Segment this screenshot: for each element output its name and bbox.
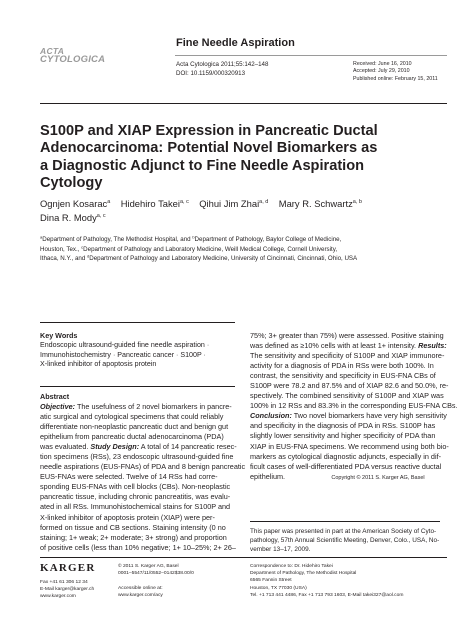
- abstract-line: markers as cytological diagnostic adjuncts, especially in dif-: [250, 451, 442, 461]
- affiliation-text: Houston, Tex.,: [40, 245, 82, 253]
- received-date: Received: June 16, 2010: [353, 61, 412, 67]
- affiliation-marker: b: [192, 234, 195, 240]
- accessible-online-label: Accessible online at:: [118, 585, 163, 591]
- citation-line: Acta Cytologica 2011;55:142–148: [176, 61, 269, 68]
- correspondence-contact: Tel. +1 713 441 4486, Fax +1 713 793 1603, E-Mail takei327@aol.com: [250, 592, 404, 598]
- abstract-text: Two novel biomarkers have very high sensitivity: [291, 411, 447, 421]
- header-divider: [175, 55, 447, 56]
- journal-website-link[interactable]: www.karger.com/acy: [118, 592, 163, 598]
- footer-divider: [40, 557, 447, 558]
- abstract-line: of positive cells (less than 10% negative; 1+ 10–25%; 2+ 26–: [40, 542, 236, 552]
- abstract-line: sponding EUS-FNAs with cell blocks (CBs). Non-neoplastic: [40, 482, 231, 492]
- abstract-text: A total of 14 pancreatic resec-: [139, 442, 237, 452]
- abstract-line: activity for a diagnosis of PDA in RSs were both 100%. In: [250, 361, 434, 371]
- publication-info: [118, 563, 194, 599]
- footnote-divider: [250, 521, 440, 522]
- abstract-line: The sensitivity and specificity of S100P and XIAP immunore-: [250, 351, 445, 361]
- affiliation-text: Department of Pathology, The Methodist Hospital, and: [42, 236, 193, 243]
- author-name: Qihui Jim Zhai: [199, 198, 260, 209]
- article-title: [40, 123, 440, 193]
- abstract-line: [250, 411, 450, 421]
- abstract-right-column: [250, 331, 458, 483]
- accepted-date: Accepted: July 29, 2010: [353, 68, 410, 75]
- abstract-line: spectively. The combined sensitivity of S100P and XIAP was: [250, 391, 444, 401]
- correspondence-line: Correspondence to: Dr. Hidehiro Takei: [250, 564, 333, 569]
- presented-note-line: This paper was presented in part at the American Society of Cyto-: [250, 528, 437, 535]
- title-line: Cytology: [40, 175, 103, 192]
- abstract-text: epithelium.: [250, 471, 286, 481]
- abstract-line: ficult cases of well-differentiated PDA versus reactive ductal: [250, 461, 442, 471]
- conclusion-lead: Conclusion:: [250, 411, 292, 421]
- abstract-text: was evaluated.: [40, 442, 91, 452]
- abstract-line: ated in all RSs. Immunohistochemical stains for S100P and: [40, 502, 231, 512]
- abstract-line: [250, 472, 450, 483]
- affiliation-text: Ithaca, N.Y., and: [40, 255, 88, 263]
- publisher-fax: Fax +41 61 306 12 34: [40, 580, 88, 585]
- study-design-lead: Study Design:: [90, 442, 140, 452]
- keywords-heading: Key Words: [40, 331, 78, 340]
- publication-copyright: © 2011 S. Karger AG, Basel: [118, 564, 179, 569]
- abstract-line: [250, 341, 450, 351]
- keywords-divider: [40, 322, 235, 323]
- correspondence-line: Department of Pathology, The Methodist Hospital: [250, 571, 357, 577]
- keywords-list: [40, 341, 235, 370]
- title-line: Adenocarcinoma: Potential Novel Biomarkers as: [40, 140, 378, 157]
- author-affiliation-marker: a, d: [259, 199, 269, 205]
- presented-note: [250, 527, 450, 554]
- presented-note-line: pathology, 57th Annual Scientific Meeting, Denver, Colo., USA, No-: [250, 537, 440, 544]
- author-list: [40, 197, 440, 225]
- abstract-line: pancreatic tissue, including chronic pancreatitis, was evalu-: [40, 492, 231, 502]
- affiliation-text: Department of Pathology and Laboratory Medicine, Weill Medical College, Cornell University,: [83, 245, 338, 253]
- author-name: Dina R. Mody: [40, 212, 97, 223]
- title-line: a Diagnostic Adjunct to Fine Needle Aspiration: [40, 157, 365, 174]
- publisher-logo: KARGER: [40, 562, 96, 574]
- keyword: Endoscopic ultrasound-guided fine needle aspiration: [40, 341, 205, 349]
- abstract-line: X-linked inhibitor of apoptosis protein (XIAP) were per-: [40, 512, 215, 522]
- keyword: X-linked inhibitor of apoptosis protein: [40, 360, 157, 369]
- abstract-line: needle aspirations (EUS-FNAs) of PDA and 8 benign pancreatic: [40, 462, 246, 472]
- abstract-divider: [40, 386, 235, 387]
- keyword-separator: ·: [201, 350, 206, 359]
- published-date: Published online: February 15, 2011: [353, 75, 438, 82]
- presented-note-line: vember 13–17, 2009.: [250, 546, 311, 553]
- correspondence-line: Houston, TX 77030 (USA): [250, 585, 307, 591]
- publisher-email[interactable]: E-Mail karger@karger.ch: [40, 587, 95, 593]
- abstract-line: EUS-FNAs were selected. Twelve of 14 RSs had corre-: [40, 472, 218, 482]
- journal-logo-line2: CYTOLOGICA: [40, 54, 106, 65]
- affiliation-text: Department of Pathology and Laboratory Medicine, University of Cincinnati, Cincinnati, Ohio, USA: [89, 255, 358, 263]
- publisher-website-link[interactable]: www.karger.com: [40, 594, 76, 600]
- journal-logo-line1: ACTA: [40, 46, 65, 56]
- abstract-line: contrast, the sensitivity and specificity in EUS-FNA CBs of: [250, 371, 436, 381]
- keyword-separator: ·: [174, 350, 181, 359]
- results-lead: Results:: [418, 341, 447, 351]
- abstract-line: S100P were 78.2 and 87.5% and of XIAP 82.6 and 50.0%, re-: [250, 381, 449, 391]
- abstract-heading: Abstract: [40, 392, 70, 401]
- author-affiliation-marker: a, c: [179, 199, 189, 205]
- keyword: Pancreatic cancer: [117, 350, 175, 359]
- abstract-line: 75%; 3+ greater than 75%) were assessed. Positive staining: [250, 331, 444, 340]
- abstract-line: [40, 442, 237, 452]
- keyword-separator: ·: [110, 350, 118, 359]
- abstract-line: atic surgical and cytological specimens that could reliably: [40, 412, 224, 422]
- abstract-left-column: [40, 402, 246, 553]
- abstract-line: epithelium from pancreatic ductal adenocarcinoma (PDA): [40, 432, 224, 442]
- section-label: Fine Needle Aspiration: [176, 37, 295, 49]
- author-affiliation-marker: a, c: [96, 213, 106, 219]
- abstract-text: was defined as ≥10% cells with at least 1+ intensity.: [250, 341, 419, 351]
- abstract-text: The usefulness of 2 novel biomarkers in pancre-: [75, 402, 232, 411]
- blank-line: [118, 577, 194, 584]
- keyword: S100P: [180, 350, 202, 359]
- journal-logo: [40, 47, 112, 64]
- affiliation-marker: a: [40, 234, 43, 240]
- affiliation-marker: c: [81, 244, 84, 250]
- author-affiliation-marker: a, b: [352, 199, 362, 205]
- author-name: Hidehiro Takei: [120, 198, 180, 209]
- author-name: Mary R. Schwartz: [278, 198, 353, 209]
- copyright-notice: Copyright © 2011 S. Karger AG, Basel: [331, 474, 425, 481]
- publisher-contact: [40, 579, 94, 601]
- correspondence-address: [250, 563, 403, 599]
- abstract-line: [40, 402, 237, 412]
- abstract-line: XIAP in EUS-FNA specimens. We recommend using both bio-: [250, 441, 449, 451]
- keyword: Immunohistochemistry: [40, 350, 111, 359]
- affiliation-marker: d: [87, 253, 90, 259]
- keyword-separator: ·: [204, 341, 210, 349]
- publication-dates: [353, 61, 438, 83]
- affiliation-text: Department of Pathology, Baylor College of Medicine,: [194, 236, 342, 243]
- affiliations: [40, 235, 450, 264]
- abstract-line: staining; 1+ weak; 2+ moderate; 3+ strong) and proportion: [40, 532, 227, 542]
- objective-lead: Objective:: [40, 402, 76, 411]
- correspondence-line: 6565 Fannin Street: [250, 578, 292, 584]
- abstract-line: formed on tissue and CB sections. Staining intensity (0 no: [40, 522, 226, 532]
- publication-code: 0001–5547/11/0552–0142$38.00/0: [118, 571, 194, 577]
- doi-line: DOI: 10.1159/000320913: [176, 69, 246, 77]
- author-affiliation-marker: a: [107, 199, 111, 205]
- abstract-line: 100% in 12 RSs and 83.3% in the corresponding EUS-FNA CBs.: [250, 401, 458, 411]
- abstract-line: differentiate non-neoplastic pancreatic duct and benign gut: [40, 422, 229, 432]
- abstract-line: and specificity in the diagnosis of PDA in RSs. S100P has: [250, 421, 436, 431]
- author-name: Ognjen Kosarac: [40, 198, 108, 209]
- title-line: S100P and XIAP Expression in Pancreatic Ductal: [40, 123, 378, 139]
- citation: [176, 61, 268, 78]
- abstract-line: slightly lower sensitivity and higher specificity of PDA than: [250, 431, 436, 441]
- abstract-line: tion specimens (RSs), 23 endoscopic ultrasound-guided fine: [40, 452, 234, 462]
- title-divider: [40, 103, 447, 104]
